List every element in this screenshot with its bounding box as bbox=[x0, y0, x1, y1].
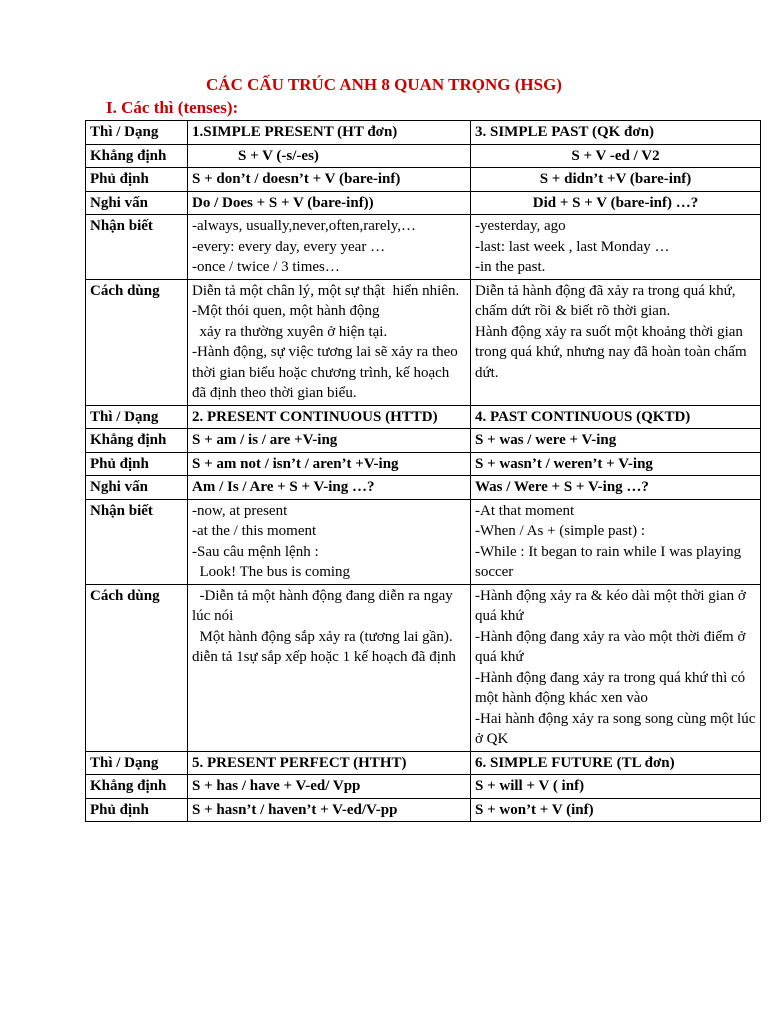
formula-cell: S + didn’t +V (bare-inf) bbox=[471, 168, 761, 192]
table-row bbox=[86, 476, 761, 500]
text-line: -at the / this moment bbox=[192, 523, 317, 539]
tense-name-cell: 5. PRESENT PERFECT (HTHT) bbox=[188, 751, 471, 775]
formula-cell: Do / Does + S + V (bare-inf)) bbox=[188, 191, 471, 215]
text-line: diễn tả 1sự sắp xếp hoặc 1 kế hoạch đã định bbox=[192, 649, 456, 665]
text-line: -Sau câu mệnh lệnh : bbox=[192, 543, 319, 560]
table-row bbox=[86, 429, 761, 453]
text-line: Look! The bus is coming bbox=[192, 564, 351, 580]
row-label: Thì / Dạng bbox=[86, 405, 188, 429]
text-line: -Hành động xảy ra & kéo dài một thời gian ở quá khứ bbox=[475, 587, 750, 624]
document-title: CÁC CẤU TRÚC ANH 8 QUAN TRỌNG (HSG) bbox=[206, 75, 562, 94]
formula-cell: S + has / have + V-ed/ Vpp bbox=[188, 775, 471, 799]
table-row bbox=[86, 121, 761, 145]
tense-name-cell: 1.SIMPLE PRESENT (HT đơn) bbox=[188, 121, 471, 145]
formula-cell: S + am not / isn’t / aren’t +V-ing bbox=[188, 452, 471, 476]
table-row bbox=[86, 798, 761, 822]
section-heading: I. Các thì (tenses): bbox=[106, 98, 239, 117]
text-line: -Diễn tả một hành động đang diễn ra ngay lúc nói bbox=[192, 587, 457, 624]
text-line: -yesterday, ago bbox=[475, 218, 566, 234]
usage-cell bbox=[188, 584, 471, 751]
table-row bbox=[86, 499, 761, 584]
row-label: Cách dùng bbox=[86, 584, 188, 751]
table-row bbox=[86, 144, 761, 168]
text-line: Hành động xảy ra suốt một khoảng thời gian trong quá khứ, nhưng nay đã hoàn toàn chấm dứt. bbox=[475, 323, 751, 381]
tense-name-cell: 4. PAST CONTINUOUS (QKTD) bbox=[471, 405, 761, 429]
text-line: -Hành động đang xảy ra trong quá khứ thì có một hành động khác xen vào bbox=[475, 669, 749, 706]
row-label: Khẳng định bbox=[86, 775, 188, 799]
table-row bbox=[86, 191, 761, 215]
usage-cell bbox=[471, 584, 761, 751]
text-line: -every: every day, every year … bbox=[192, 238, 386, 255]
text-line: -last: last week , last Monday … bbox=[475, 238, 670, 255]
text-line: -While : It began to rain while I was playing soccer bbox=[475, 543, 745, 580]
text-line: -Hai hành động xảy ra song song cùng một lúc ở QK bbox=[475, 710, 760, 747]
row-label: Khẳng định bbox=[86, 144, 188, 168]
formula-cell: S + wasn’t / weren’t + V-ing bbox=[471, 452, 761, 476]
formula-cell: S + hasn’t / haven’t + V-ed/V-pp bbox=[188, 798, 471, 822]
row-label: Phủ định bbox=[86, 798, 188, 822]
row-label: Nhận biết bbox=[86, 499, 188, 584]
formula-cell: S + will + V ( inf) bbox=[471, 775, 761, 799]
row-label: Phủ định bbox=[86, 452, 188, 476]
signals-cell bbox=[188, 499, 471, 584]
text-line: -always, usually,never,often,rarely,… bbox=[192, 218, 417, 234]
table-row bbox=[86, 405, 761, 429]
row-label: Thì / Dạng bbox=[86, 751, 188, 775]
text-line: -Hành động, sự việc tương lai sẽ xảy ra theo thời gian biểu hoặc chương trình, kế hoạch đã định theo thời gian biểu. bbox=[192, 344, 462, 401]
text-line: xảy ra thường xuyên ở hiện tại. bbox=[192, 323, 388, 340]
table-row bbox=[86, 452, 761, 476]
row-label: Nhận biết bbox=[86, 215, 188, 280]
formula-cell: S + won’t + V (inf) bbox=[471, 798, 761, 822]
signals-cell bbox=[471, 215, 761, 280]
tenses-table bbox=[85, 120, 761, 822]
table-row bbox=[86, 775, 761, 799]
text-line: -once / twice / 3 times… bbox=[192, 259, 340, 275]
text-line: -in the past. bbox=[475, 259, 546, 275]
text-line: Một hành động sắp xảy ra (tương lai gần). bbox=[192, 628, 453, 645]
formula-cell: S + was / were + V-ing bbox=[471, 429, 761, 453]
formula-cell: S + don’t / doesn’t + V (bare-inf) bbox=[188, 168, 471, 192]
formula-cell: S + V (-s/-es) bbox=[188, 144, 471, 168]
tense-name-cell: 3. SIMPLE PAST (QK đơn) bbox=[471, 121, 761, 145]
text-line: Diễn tả một chân lý, một sự thật hiển nhiên. bbox=[192, 282, 460, 299]
tense-name-cell: 2. PRESENT CONTINUOUS (HTTD) bbox=[188, 405, 471, 429]
signals-cell bbox=[188, 215, 471, 280]
usage-cell bbox=[188, 279, 471, 405]
tense-name-cell: 6. SIMPLE FUTURE (TL đơn) bbox=[471, 751, 761, 775]
table-row bbox=[86, 215, 761, 280]
row-label: Thì / Dạng bbox=[86, 121, 188, 145]
text-line: -When / As + (simple past) : bbox=[475, 523, 646, 539]
row-label: Nghi vấn bbox=[86, 476, 188, 500]
table-row bbox=[86, 168, 761, 192]
usage-cell bbox=[471, 279, 761, 405]
row-label: Khẳng định bbox=[86, 429, 188, 453]
signals-cell bbox=[471, 499, 761, 584]
table-row bbox=[86, 751, 761, 775]
row-label: Cách dùng bbox=[86, 279, 188, 405]
table-row bbox=[86, 279, 761, 405]
formula-cell: Was / Were + S + V-ing …? bbox=[471, 476, 761, 500]
text-line: Diễn tả hành động đã xảy ra trong quá khứ, chấm dứt rồi & biết rõ thời gian. bbox=[475, 282, 740, 319]
formula-cell: S + am / is / are +V-ing bbox=[188, 429, 471, 453]
row-label: Nghi vấn bbox=[86, 191, 188, 215]
formula-cell: Did + S + V (bare-inf) …? bbox=[471, 191, 761, 215]
formula-cell: Am / Is / Are + S + V-ing …? bbox=[188, 476, 471, 500]
text-line: -Một thói quen, một hành động bbox=[192, 303, 380, 319]
text-line: -At that moment bbox=[475, 502, 575, 519]
text-line: -now, at present bbox=[192, 502, 288, 519]
row-label: Phủ định bbox=[86, 168, 188, 192]
formula-cell: S + V -ed / V2 bbox=[471, 144, 761, 168]
text-line: -Hành động đang xảy ra vào một thời điểm ở quá khứ bbox=[475, 628, 750, 665]
table-row bbox=[86, 584, 761, 751]
